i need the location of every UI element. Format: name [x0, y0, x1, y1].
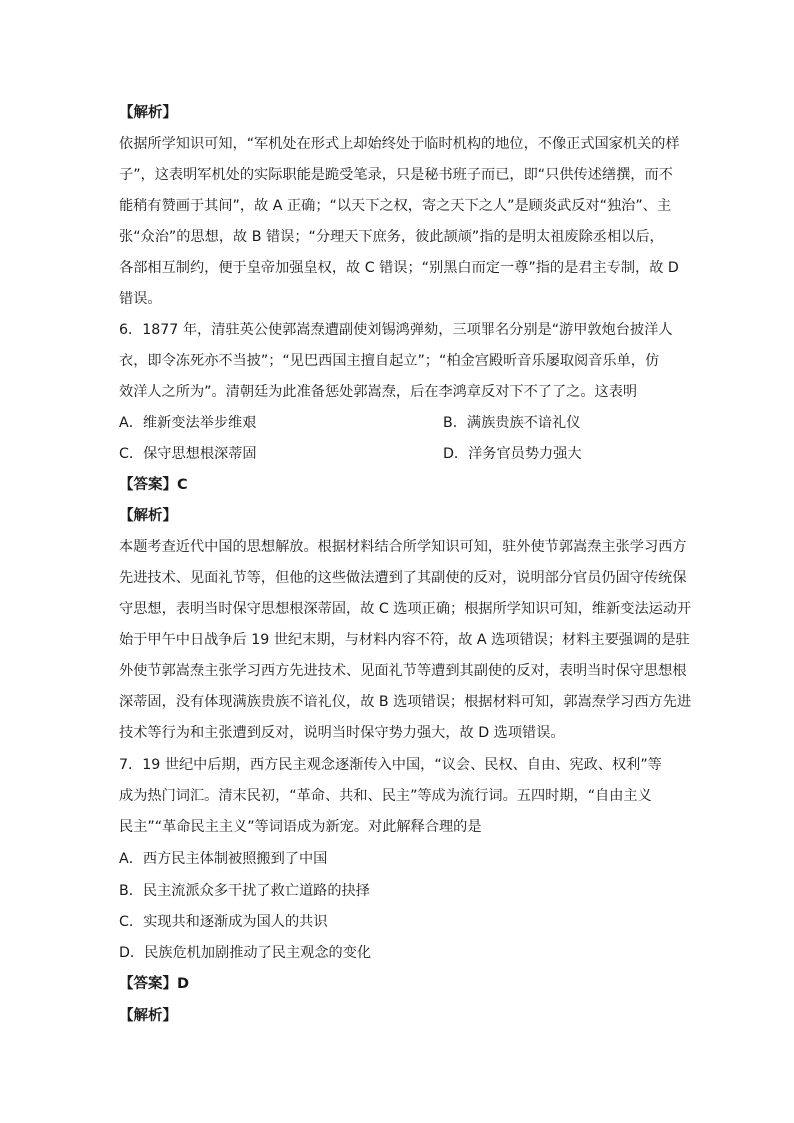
question-6-stem-line: 6．1877 年，清驻英公使郭嵩焘遭副使刘锡鸿弹劾，三项罪名分别是“游甲敦炮台披洋人 — [119, 322, 673, 338]
question-6-analysis-line: 守思想，表明当时保守思想根深蒂固，故 C 选项正确；根据所学知识可知，维新变法运动开 — [119, 601, 692, 617]
question-6-option-b: B．满族贵族不谙礼仪 — [443, 415, 581, 431]
question-6-answer: 【答案】C — [119, 477, 188, 493]
question-6-analysis-line: 本题考查近代中国的思想解放。根据材料结合所学知识可知，驻外使节郭嵩焘主张学习西方 — [119, 539, 687, 555]
question-6-analysis-line: 先进技术、见面礼节等，但他的这些做法遭到了其副使的反对，说明部分官员仍固守传统保 — [119, 570, 687, 586]
question-6-stem-line: 衣，即令冻死亦不当披”；“见巴西国主擅自起立”；“柏金宫殿昕音乐屡取阅音乐单，仿 — [119, 353, 660, 369]
question-6-analysis-line: 技术等行为和主张遭到反对，说明当时保守势力强大，故 D 选项错误。 — [119, 725, 565, 741]
question-6-analysis-label: 【解析】 — [119, 508, 177, 524]
question-7-stem-line: 民主”“革命民主主义”等词语成为新宠。对此解释合理的是 — [119, 819, 482, 835]
question-6-analysis-line: 始于甲午中日战争后 19 世纪末期，与材料内容不符，故 A 选项错误；材料主要强调的是驻 — [119, 632, 690, 648]
question-7-stem-line: 7．19 世纪中后期，西方民主观念逐渐传入中国，“议会、民权、自由、宪政、权利”等 — [119, 757, 662, 773]
question-7-option-a: A．西方民主体制被照搬到了中国 — [119, 851, 328, 867]
analysis-text-line: 子”，这表明军机处的实际职能是跪受笔录，只是秘书班子而已，即“只供传述缮撰，而不 — [119, 167, 673, 183]
question-7-answer: 【答案】D — [119, 976, 190, 992]
question-7-option-b: B．民主流派众多干扰了救亡道路的抉择 — [119, 883, 370, 899]
analysis-text-line: 张“众治”的思想，故 B 错误；“分理天下庶务，彼此颉颃”指的是明太祖废除丞相以后， — [119, 229, 664, 245]
question-6-option-c: C．保守思想根深蒂固 — [119, 446, 257, 462]
question-6-option-a: A．维新变法举步维艰 — [119, 415, 257, 431]
question-6-stem-line: 效洋人之所为”。清朝廷为此准备惩处郭嵩焘，后在李鸿章反对下不了了之。这表明 — [119, 384, 638, 400]
question-6-analysis-line: 外使节郭嵩焘主张学习西方先进技术、见面礼节等遭到其副使的反对，表明当时保守思想根 — [119, 663, 687, 679]
question-6-analysis-line: 深蒂固，没有体现满族贵族不谙礼仪，故 B 选项错误；根据材料可知，郭嵩焘学习西方先进 — [119, 694, 692, 710]
analysis-text-line: 能稍有赞画于其间”，故 A 正确；“以天下之权，寄之天下之人”是顾炎武反对“独治”、主 — [119, 198, 672, 214]
question-7-option-d: D．民族危机加剧推动了民主观念的变化 — [119, 945, 372, 961]
question-6-option-d: D．洋务官员势力强大 — [443, 446, 582, 462]
analysis-text-line: 各部相互制约，便于皇帝加强皇权，故 C 错误；“别黑白而定一尊”指的是君主专制，故 D — [119, 260, 679, 276]
analysis-text-line: 依据所学知识可知，“军机处在形式上却始终处于临时机构的地位，不像正式国家机关的样 — [119, 136, 680, 152]
question-7-analysis-label: 【解析】 — [119, 1008, 177, 1024]
analysis-label: 【解析】 — [119, 105, 177, 121]
question-7-option-c: C．实现共和逐渐成为国人的共识 — [119, 914, 328, 930]
analysis-text-line: 错误。 — [119, 291, 162, 307]
question-7-stem-line: 成为热门词汇。清末民初，“革命、共和、民主”等成为流行词。五四时期，“自由主义 — [119, 788, 652, 804]
